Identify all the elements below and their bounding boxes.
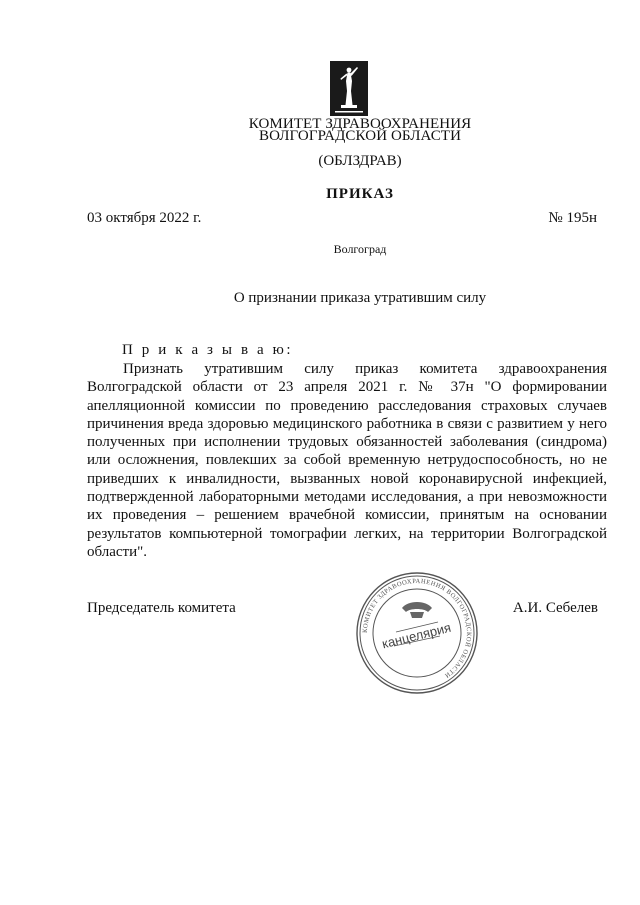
organization-name-line2: ВОЛГОГРАДСКОЙ ОБЛАСТИ: [258, 128, 462, 144]
signatory-name: А.И. Себелев: [512, 600, 598, 616]
order-body-text: Признать утратившим силу приказ комитета здравоохранения Волгоградской области от 23 апреля 2021 г. № 37н "О формировании апелляционной комиссии по проведению расследования страховых случаев причинения вреда здоровью медицинского работника в связи с развитием у него полученных при исполнении трудовых обязанностей заболевания (синдрома) или осложнения, повлекших за собой временную нетрудоспособность, но не приведших к инвалидности, вызванных новой коронавирусной инфекцией, подтвержденной лабораторными методами исследования, а при невозможности их проведения – решением врачебной комиссии, принятым на основании результатов компьютерной томографии легких, на территории Волгоградской области".: [87, 361, 607, 560]
document-type-title: ПРИКАЗ: [326, 186, 394, 202]
emblem-icon: [330, 61, 368, 116]
document-city: Волгоград: [333, 242, 387, 256]
organization-name-line1: КОМИТЕТ ЗДРАВООХРАНЕНИЯ: [248, 116, 472, 132]
signatory-title: Председатель комитета: [87, 600, 236, 616]
document-subject: О признании приказа утратившим силу: [233, 290, 487, 306]
document-number: № 195н: [548, 210, 597, 226]
stamp-emblem-icon: [402, 602, 432, 618]
order-directive-word: П р и к а з ы в а ю:: [122, 342, 294, 358]
stamp-center-text: канцелярия: [380, 619, 453, 652]
document-date: 03 октября 2022 г.: [87, 210, 202, 226]
organization-short-name: (ОБЛЗДРАВ): [318, 153, 402, 169]
stamp-ring-text: КОМИТЕТ ЗДРАВООХРАНЕНИЯ ВОЛГОГРАДСКОЙ ОБЛАСТИ: [361, 577, 473, 680]
office-stamp: [354, 570, 480, 696]
